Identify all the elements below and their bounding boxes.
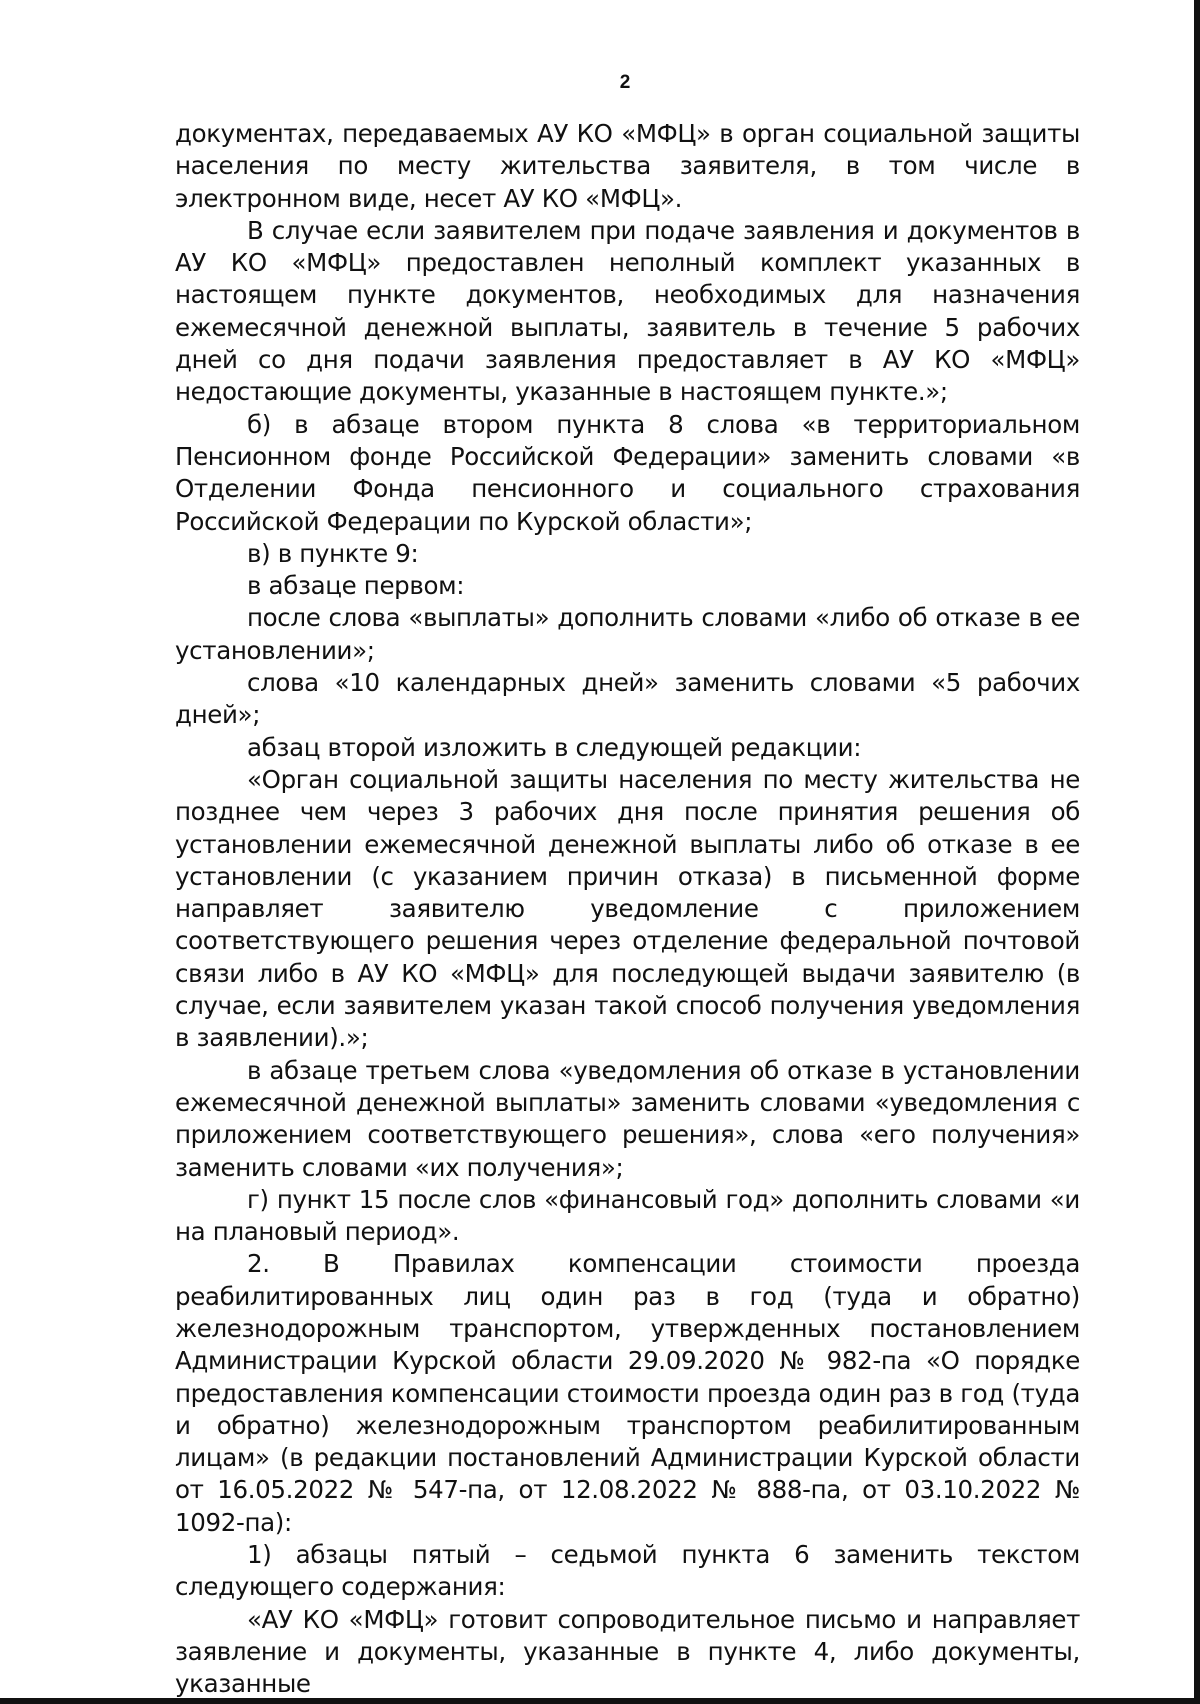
paragraph: абзац второй изложить в следующей редакции: (247, 732, 862, 762)
paragraph: «Орган социальной защиты населения по месту жительства не позднее чем через 3 рабочих дня после принятия решения об установлении ежемесячной денежной выплаты либо об отказе в ее установлении (с указанием причин отказа) в письменной форме направляет заявителю уведомление с приложением соответствующего решения через отделение федеральной почтовой связи либо в АУ КО «МФЦ» для последующей выдачи заявителю (в случае, если заявителем указан такой способ получения уведомления в заявлении).»; (175, 764, 1080, 1053)
scan-edge-bottom (0, 1698, 1200, 1704)
document-body (175, 118, 1080, 1701)
paragraph: документах, передаваемых АУ КО «МФЦ» в орган социальной защиты населения по месту жительства заявителя, в том числе в электронном виде, несет АУ КО «МФЦ». (175, 119, 1080, 213)
paragraph: 2. В Правилах компенсации стоимости проезда реабилитированных лиц один раз в год (туда и обратно) железнодорожным транспортом, утвержденных постановлением Администрации Курской области 29.09.2020 № 982-па «О порядке предоставления компенсации стоимости проезда один раз в год (туда и обратно) железнодорожным транспортом реабилитированным лицам» (в редакции постановлений Администрации Курской области от 16.05.2022 № 547-па, от 12.08.2022 № 888-па, от 03.10.2022 № 1092-па): (175, 1249, 1080, 1537)
paragraph: слова «10 календарных дней» заменить словами «5 рабочих дней»; (175, 668, 1080, 730)
page-number: 2 (619, 72, 631, 93)
paragraph: б) в абзаце втором пункта 8 слова «в территориальном Пенсионном фонде Российской Федерации» заменить словами «в Отделении Фонда пенсионного и социального страхования Российской Федерации по Курской области»; (175, 409, 1080, 536)
paragraph: г) пункт 15 после слов «финансовый год» дополнить словами «и на плановый период». (175, 1184, 1080, 1247)
paragraph: в абзаце первом: (247, 571, 465, 601)
paragraph: после слова «выплаты» дополнить словами «либо об отказе в ее установлении»; (175, 603, 1080, 665)
paragraph: в) в пункте 9: (247, 538, 419, 568)
paragraph: В случае если заявителем при подаче заявления и документов в АУ КО «МФЦ» предоставлен неполный комплект указанных в настоящем пункте документов, необходимых для назначения ежемесячной денежной выплаты, заявитель в течение 5 рабочих дней со дня подачи заявления предоставляет в АУ КО «МФЦ» недостающие документы, указанные в настоящем пункте.»; (175, 215, 1080, 407)
paragraph: в абзаце третьем слова «уведомления об отказе в установлении ежемесячной денежной выплаты» заменить словами «уведомления с приложением соответствующего решения», слова «его получения» заменить словами «их получения»; (175, 1055, 1080, 1182)
scan-edge-right (1194, 0, 1200, 1704)
paragraph: «АУ КО «МФЦ» готовит сопроводительное письмо и направляет заявление и документы, указанные в пункте 4, либо документы, указанные (175, 1604, 1080, 1699)
paragraph: 1) абзацы пятый – седьмой пункта 6 заменить текстом следующего содержания: (175, 1540, 1080, 1602)
